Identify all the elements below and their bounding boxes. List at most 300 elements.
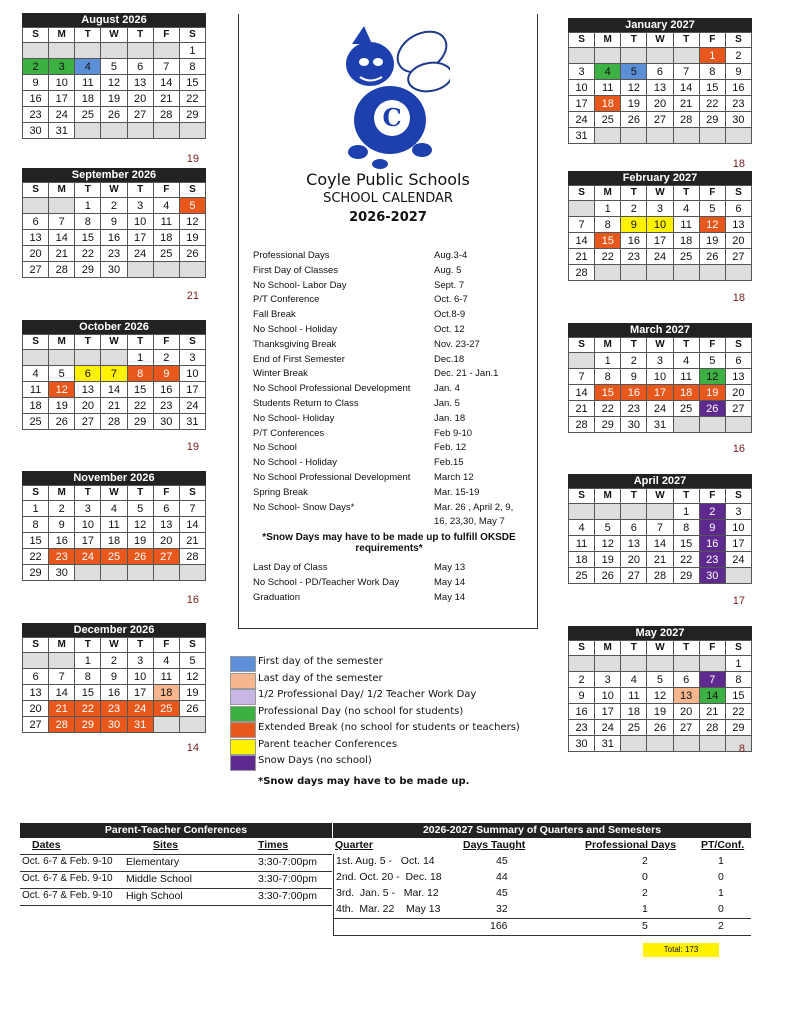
day-cell: 2 <box>699 504 725 520</box>
day-cell: 23 <box>621 249 647 265</box>
weekday-header: W <box>647 186 673 201</box>
day-cell <box>569 656 595 672</box>
event-row <box>253 577 533 591</box>
weekday-header: W <box>101 183 127 198</box>
day-cell <box>179 123 205 139</box>
day-cell: 5 <box>49 366 75 382</box>
month-day-count: 19 <box>186 441 199 453</box>
day-cell: 21 <box>49 701 75 717</box>
day-cell: 16 <box>23 91 49 107</box>
day-cell: 13 <box>153 517 179 533</box>
day-cell <box>647 736 673 752</box>
weekday-header: W <box>101 486 127 501</box>
event-date: Dec. 21 - Jan.1 <box>434 368 499 380</box>
day-cell <box>647 504 673 520</box>
weekday-header: W <box>647 641 673 656</box>
ptc-header-times: Times <box>258 839 289 851</box>
day-cell <box>179 717 205 733</box>
event-row <box>253 442 533 456</box>
day-cell: 13 <box>725 369 751 385</box>
weekday-header: S <box>569 489 595 504</box>
weekday-header: T <box>621 338 647 353</box>
event-date: Jan. 5 <box>434 398 460 409</box>
day-cell: 7 <box>673 64 699 80</box>
weekday-header: T <box>673 186 699 201</box>
day-cell: 23 <box>23 107 49 123</box>
month-title: November 2026 <box>22 471 206 485</box>
weekday-header: F <box>153 638 179 653</box>
day-cell: 16 <box>101 685 127 701</box>
parent-teacher-conferences <box>20 823 332 906</box>
day-cell: 28 <box>101 414 127 430</box>
day-cell: 22 <box>673 552 699 568</box>
day-cell: 1 <box>725 656 751 672</box>
ptconf-days: 1 <box>718 887 724 899</box>
day-cell: 3 <box>647 353 673 369</box>
snow-days-note: *Snow Days may have to be made up to fulfill OKSDE requirements* <box>262 532 516 554</box>
day-cell <box>673 417 699 433</box>
weekday-header: S <box>23 486 49 501</box>
day-cell <box>725 568 751 584</box>
day-cell: 23 <box>153 398 179 414</box>
day-cell: 27 <box>75 414 101 430</box>
event-row <box>253 487 533 501</box>
day-cell: 21 <box>49 246 75 262</box>
weekday-header: W <box>647 489 673 504</box>
weekday-header: T <box>127 28 153 43</box>
day-cell: 4 <box>621 672 647 688</box>
legend-swatch <box>230 706 256 722</box>
ptconf-days: 0 <box>718 903 724 915</box>
day-cell <box>23 198 49 214</box>
day-cell: 25 <box>595 112 621 128</box>
event-name: P/T Conferences <box>253 427 325 439</box>
day-cell: 12 <box>699 217 725 233</box>
day-cell: 22 <box>23 549 49 565</box>
event-row <box>253 413 533 427</box>
day-cell: 30 <box>101 262 127 278</box>
month-title: February 2027 <box>568 171 752 185</box>
day-cell: 3 <box>569 64 595 80</box>
event-date: May 13 <box>434 562 466 573</box>
day-cell: 2 <box>153 350 179 366</box>
day-cell: 21 <box>647 552 673 568</box>
quarter-row <box>334 902 751 918</box>
event-date: Aug.3-4 <box>434 250 468 261</box>
day-cell: 30 <box>621 417 647 433</box>
event-date: Jan. 18 <box>434 412 466 424</box>
day-cell <box>153 717 179 733</box>
day-cell <box>153 262 179 278</box>
event-date: May 14 <box>434 577 466 588</box>
event-date: 16, 23,30, May 7 <box>434 516 505 528</box>
ptc-site: Elementary <box>126 856 180 868</box>
event-row <box>253 324 533 338</box>
weekday-header: S <box>23 638 49 653</box>
day-cell: 4 <box>23 366 49 382</box>
day-cell: 22 <box>75 246 101 262</box>
day-cell: 18 <box>23 398 49 414</box>
day-cell: 26 <box>699 249 725 265</box>
day-cell: 18 <box>153 230 179 246</box>
ptconf-days: 0 <box>718 871 724 883</box>
day-cell: 22 <box>127 398 153 414</box>
day-cell: 5 <box>179 198 205 214</box>
day-cell: 2 <box>621 201 647 217</box>
day-cell: 13 <box>725 217 751 233</box>
day-cell: 13 <box>621 536 647 552</box>
day-cell: 24 <box>647 249 673 265</box>
day-cell: 13 <box>75 382 101 398</box>
day-cell: 11 <box>23 382 49 398</box>
day-cell: 5 <box>179 653 205 669</box>
day-cell: 13 <box>23 685 49 701</box>
day-cell: 9 <box>621 369 647 385</box>
day-cell: 20 <box>23 701 49 717</box>
day-cell <box>179 262 205 278</box>
event-name: Professional Days <box>253 250 330 261</box>
day-cell <box>725 417 751 433</box>
day-cell: 15 <box>23 533 49 549</box>
day-cell: 2 <box>101 653 127 669</box>
month-mar <box>568 323 752 433</box>
event-date: May 14 <box>434 592 466 603</box>
day-cell <box>595 48 621 64</box>
ptc-time: 3:30-7:00pm <box>258 856 317 868</box>
day-cell: 11 <box>101 517 127 533</box>
day-cell: 19 <box>179 685 205 701</box>
day-cell: 7 <box>179 501 205 517</box>
day-cell: 15 <box>699 80 725 96</box>
day-cell: 12 <box>179 669 205 685</box>
weekday-header: T <box>127 335 153 350</box>
day-cell: 28 <box>49 717 75 733</box>
weekday-header: W <box>647 338 673 353</box>
event-row <box>253 294 533 308</box>
day-cell: 4 <box>673 353 699 369</box>
day-cell <box>595 128 621 144</box>
day-cell: 3 <box>179 350 205 366</box>
day-cell: 8 <box>595 217 621 233</box>
day-cell: 18 <box>595 96 621 112</box>
day-cell: 11 <box>621 688 647 704</box>
ptc-date: Oct. 6-7 & Feb. 9-10 <box>22 856 113 867</box>
event-name: Spring Break <box>253 486 308 498</box>
event-name: Students Return to Class <box>253 398 359 409</box>
event-date: Sept. 7 <box>434 279 465 291</box>
day-cell: 14 <box>179 517 205 533</box>
event-name: End of First Semester <box>253 353 345 365</box>
month-sep <box>22 168 206 278</box>
quarter-range: 3rd. Jan. 5 - Mar. 12 <box>336 887 439 899</box>
legend-swatch <box>230 722 256 738</box>
ptc-row <box>20 872 332 889</box>
weekday-header: F <box>699 33 725 48</box>
weekday-header: M <box>49 486 75 501</box>
day-cell <box>569 201 595 217</box>
day-cell <box>595 265 621 281</box>
day-cell <box>621 736 647 752</box>
month-dec <box>22 623 206 733</box>
day-cell: 29 <box>595 417 621 433</box>
month-title: March 2027 <box>568 323 752 337</box>
prof-days: 2 <box>642 887 648 899</box>
weekday-header: M <box>49 638 75 653</box>
school-name: Coyle Public Schools <box>306 170 470 189</box>
event-row <box>253 516 533 530</box>
day-cell <box>75 350 101 366</box>
day-cell: 29 <box>673 568 699 584</box>
day-cell: 20 <box>725 385 751 401</box>
day-cell: 31 <box>595 736 621 752</box>
quarter-range: 1st. Aug. 5 - Oct. 14 <box>336 855 435 867</box>
day-cell <box>23 43 49 59</box>
day-cell: 20 <box>127 91 153 107</box>
legend-swatch <box>230 739 256 755</box>
weekday-header: T <box>127 638 153 653</box>
day-cell: 4 <box>101 501 127 517</box>
month-title: April 2027 <box>568 474 752 488</box>
day-cell: 30 <box>23 123 49 139</box>
legend-swatch <box>230 689 256 705</box>
day-cell: 9 <box>101 669 127 685</box>
day-cell: 9 <box>725 64 751 80</box>
day-cell <box>569 48 595 64</box>
month-title: December 2026 <box>22 623 206 637</box>
day-cell: 27 <box>673 720 699 736</box>
weekday-header: M <box>595 186 621 201</box>
day-cell: 6 <box>153 501 179 517</box>
event-row <box>253 339 533 353</box>
weekday-header: S <box>569 641 595 656</box>
day-cell: 11 <box>595 80 621 96</box>
day-cell: 28 <box>153 107 179 123</box>
day-cell: 6 <box>23 214 49 230</box>
day-cell: 17 <box>127 685 153 701</box>
day-cell: 31 <box>647 417 673 433</box>
day-cell: 23 <box>101 246 127 262</box>
day-cell: 14 <box>49 685 75 701</box>
day-cell: 24 <box>569 112 595 128</box>
day-cell: 15 <box>725 688 751 704</box>
day-cell: 16 <box>153 382 179 398</box>
weekday-header: S <box>725 489 751 504</box>
weekday-header: W <box>101 638 127 653</box>
day-cell: 10 <box>75 517 101 533</box>
legend-note: *Snow days may have to be made up. <box>258 776 470 787</box>
day-cell: 3 <box>75 501 101 517</box>
weekday-header: F <box>153 28 179 43</box>
weekday-header: S <box>23 28 49 43</box>
day-cell: 25 <box>621 720 647 736</box>
month-day-count: 16 <box>186 594 199 606</box>
day-cell: 30 <box>49 565 75 581</box>
day-cell: 15 <box>595 233 621 249</box>
event-name: No School Professional Development <box>253 472 411 483</box>
day-cell: 1 <box>595 353 621 369</box>
day-cell: 19 <box>647 704 673 720</box>
day-cell <box>673 48 699 64</box>
day-cell: 29 <box>23 565 49 581</box>
event-row <box>253 428 533 442</box>
day-cell <box>647 265 673 281</box>
day-cell: 19 <box>699 233 725 249</box>
day-cell: 6 <box>647 64 673 80</box>
prof-days: 2 <box>642 855 648 867</box>
day-cell: 31 <box>569 128 595 144</box>
month-may <box>568 626 752 752</box>
day-cell: 24 <box>127 246 153 262</box>
weekday-header: T <box>621 33 647 48</box>
weekday-header: M <box>595 33 621 48</box>
day-cell: 25 <box>101 549 127 565</box>
total-days-taught: 166 <box>490 920 508 932</box>
day-cell: 21 <box>569 401 595 417</box>
day-cell: 19 <box>621 96 647 112</box>
quarter-row <box>334 870 751 886</box>
day-cell: 7 <box>49 214 75 230</box>
day-cell: 28 <box>673 112 699 128</box>
day-cell: 5 <box>647 672 673 688</box>
svg-text:C: C <box>382 103 402 132</box>
day-cell: 1 <box>595 201 621 217</box>
weekday-header: M <box>595 641 621 656</box>
day-cell <box>75 123 101 139</box>
month-day-count: 16 <box>732 443 745 455</box>
quarter-range: 4th. Mar. 22 May 13 <box>336 903 441 915</box>
day-cell: 19 <box>101 91 127 107</box>
day-cell: 23 <box>725 96 751 112</box>
day-cell <box>49 653 75 669</box>
day-cell: 8 <box>725 672 751 688</box>
day-cell: 12 <box>127 517 153 533</box>
day-cell: 11 <box>673 369 699 385</box>
event-date: Oct. 6-7 <box>434 294 468 306</box>
day-cell: 22 <box>179 91 205 107</box>
day-cell: 16 <box>699 536 725 552</box>
day-cell: 5 <box>699 201 725 217</box>
day-cell: 30 <box>153 414 179 430</box>
day-cell: 22 <box>75 701 101 717</box>
day-cell: 20 <box>23 246 49 262</box>
day-cell: 8 <box>595 369 621 385</box>
day-cell: 9 <box>153 366 179 382</box>
ptc-title: Parent-Teacher Conferences <box>20 823 332 838</box>
event-name: Winter Break <box>253 368 308 380</box>
event-name: Graduation <box>253 592 301 603</box>
ptc-site: High School <box>126 890 183 902</box>
day-cell: 19 <box>179 230 205 246</box>
day-cell <box>699 417 725 433</box>
day-cell: 18 <box>75 91 101 107</box>
day-cell: 11 <box>75 75 101 91</box>
day-cell: 20 <box>673 704 699 720</box>
day-cell: 2 <box>725 48 751 64</box>
day-cell: 7 <box>647 520 673 536</box>
day-cell: 8 <box>179 59 205 75</box>
day-cell: 7 <box>699 672 725 688</box>
day-cell: 23 <box>569 720 595 736</box>
day-cell: 7 <box>153 59 179 75</box>
day-cell: 6 <box>725 353 751 369</box>
event-name: No School <box>253 442 297 454</box>
day-cell: 19 <box>49 398 75 414</box>
month-nov <box>22 471 206 581</box>
weekday-header: S <box>179 638 205 653</box>
quarter-summary <box>333 823 751 954</box>
month-day-count: 18 <box>732 292 745 304</box>
day-cell: 14 <box>49 230 75 246</box>
day-cell: 26 <box>647 720 673 736</box>
day-cell <box>101 565 127 581</box>
day-cell: 12 <box>49 382 75 398</box>
day-cell: 26 <box>699 401 725 417</box>
day-cell: 19 <box>595 552 621 568</box>
day-cell: 6 <box>725 201 751 217</box>
day-cell: 22 <box>595 401 621 417</box>
day-cell: 15 <box>75 230 101 246</box>
event-row <box>253 398 533 412</box>
day-cell: 25 <box>153 246 179 262</box>
weekday-header: T <box>127 486 153 501</box>
event-date: Jan. 4 <box>434 383 460 395</box>
day-cell: 25 <box>673 249 699 265</box>
month-title: January 2027 <box>568 18 752 32</box>
event-row <box>253 562 533 576</box>
day-cell: 29 <box>75 717 101 733</box>
summary-header-ptconf: PT/Conf. <box>701 839 745 851</box>
day-cell: 31 <box>127 717 153 733</box>
day-cell: 21 <box>673 96 699 112</box>
day-cell: 27 <box>725 249 751 265</box>
month-oct <box>22 320 206 430</box>
day-cell: 20 <box>647 96 673 112</box>
weekday-header: T <box>621 186 647 201</box>
day-cell: 27 <box>621 568 647 584</box>
day-cell: 4 <box>75 59 101 75</box>
day-cell: 24 <box>647 401 673 417</box>
weekday-header: T <box>673 33 699 48</box>
day-cell: 12 <box>621 80 647 96</box>
ptc-date: Oct. 6-7 & Feb. 9-10 <box>22 890 113 901</box>
day-cell: 11 <box>153 669 179 685</box>
day-cell: 26 <box>595 568 621 584</box>
weekday-header: S <box>569 186 595 201</box>
day-cell: 16 <box>725 80 751 96</box>
day-cell: 3 <box>127 198 153 214</box>
event-row <box>253 265 533 279</box>
day-cell <box>153 43 179 59</box>
day-cell: 17 <box>49 91 75 107</box>
event-date: Feb. 12 <box>434 442 467 454</box>
day-cell: 8 <box>699 64 725 80</box>
day-cell: 18 <box>101 533 127 549</box>
day-cell <box>647 128 673 144</box>
month-day-count: 8 <box>738 743 745 755</box>
event-name: P/T Conference <box>253 294 320 306</box>
event-row <box>253 354 533 368</box>
day-cell <box>699 265 725 281</box>
days-taught: 45 <box>496 887 508 899</box>
weekday-header: F <box>153 183 179 198</box>
weekday-header: S <box>725 33 751 48</box>
day-cell <box>101 43 127 59</box>
day-cell: 23 <box>49 549 75 565</box>
legend-label: Snow Days (no school) <box>258 755 372 766</box>
day-cell <box>153 565 179 581</box>
weekday-header: M <box>49 183 75 198</box>
month-aug <box>22 13 206 139</box>
